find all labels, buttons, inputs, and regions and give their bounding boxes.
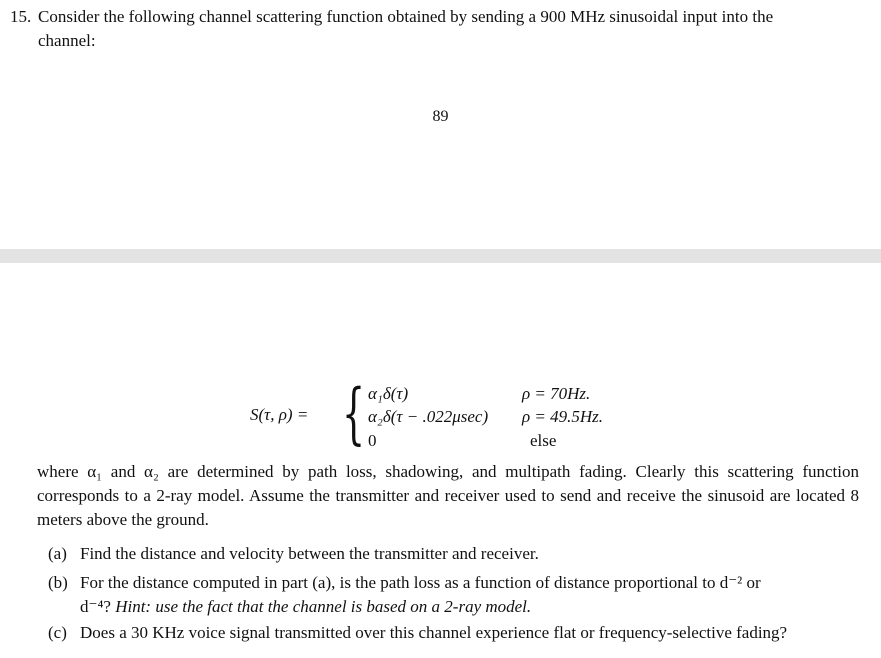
part-a-text: Find the distance and velocity between the transmitter and receiver. <box>80 544 539 563</box>
equation-row1-condition: ρ = 70Hz. <box>522 384 591 403</box>
equation-row2-condition: ρ = 49.5Hz. <box>522 407 604 426</box>
part-b-text-line2-prefix: d⁻⁴? <box>80 597 111 616</box>
equation-row2-expression: α₂δ(τ − .022μsec) <box>368 407 489 426</box>
equation-row3-condition: else <box>530 431 557 450</box>
part-b-label: (b) <box>48 573 68 592</box>
part-b <box>48 571 863 619</box>
question-intro-line1: Consider the following channel scattering function obtained by sending a 900 MHz sinusoidal input into the <box>38 7 774 26</box>
question-intro-line2: channel: <box>38 31 96 50</box>
body-paragraph: where α₁ and α₂ are determined by path loss, shadowing, and multipath fading. Clearly this scattering function corresponds to a 2-ray model. Assume the transmitter and receiver used to send and receive the sinusoid are located 8 meters above the ground. <box>37 462 859 529</box>
part-a-label: (a) <box>48 544 67 563</box>
part-a <box>48 542 863 566</box>
part-c-label: (c) <box>48 623 67 642</box>
page-number: 89 <box>432 108 449 125</box>
part-b-hint: Hint: use the fact that the channel is based on a 2-ray model. <box>115 597 532 616</box>
scattering-function-equation <box>250 375 710 454</box>
equation-lhs: S(τ, ρ) = <box>250 405 309 424</box>
part-b-text-line1: For the distance computed in part (a), is the path loss as a function of distance proportional to d⁻² or <box>80 573 761 592</box>
equation-row3-expression: 0 <box>368 431 377 450</box>
part-c <box>48 621 863 645</box>
page-break-divider <box>0 249 881 263</box>
question-intro <box>10 5 865 53</box>
equation-row1-expression: α₁δ(τ) <box>368 384 409 403</box>
left-brace: { <box>342 375 366 452</box>
question-number: 15. <box>10 7 32 26</box>
part-c-text: Does a 30 KHz voice signal transmitted over this channel experience flat or frequency-selective fading? <box>80 623 788 642</box>
